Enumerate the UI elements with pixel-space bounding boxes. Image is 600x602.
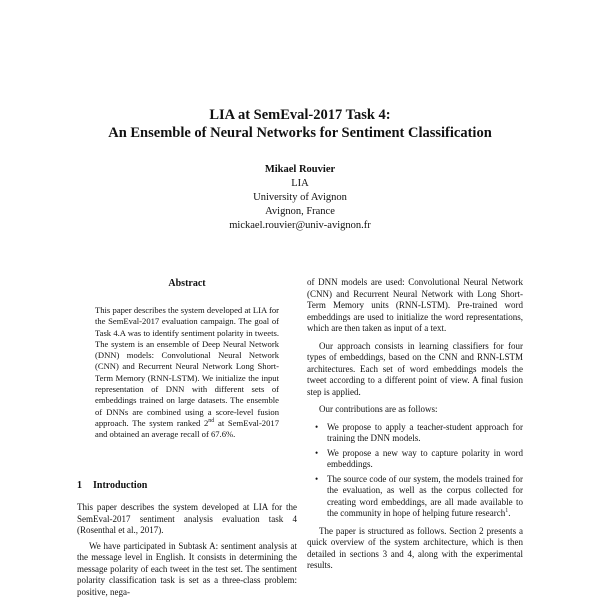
- author-block: [0, 163, 600, 233]
- section-number: 1: [77, 480, 82, 491]
- bullet-icon: •: [315, 447, 319, 458]
- author-affiliation: LIA: [291, 178, 309, 189]
- right-paragraph-1: of DNN models are used: Convolutional Neural Network (CNN) and Recurrent Neural Network with Long Short-Term Memory units (RNN-LSTM). Pre-trained word embeddings are used to initialize the word representations, which are then taken as input of a text.: [307, 277, 523, 333]
- right-column-body: [307, 277, 523, 578]
- abstract-heading: Abstract: [168, 278, 206, 289]
- introduction-paragraph-2: We have participated in Subtask A: sentiment analysis at the message level in English. It consists in determining the message polarity of each tweet in the test set. The sentiment polarity classification task is set as a three-class problem: positive, nega-: [77, 540, 297, 597]
- author-name: Mikael Rouvier: [264, 164, 336, 175]
- paper-title-line-1: LIA at SemEval-2017 Task 4:: [209, 107, 391, 123]
- author-institution: University of Avignon: [253, 192, 347, 203]
- introduction-body: [77, 502, 297, 602]
- section-heading-introduction: [77, 480, 147, 492]
- right-paragraph-2: Our approach consists in learning classifiers for four types of embeddings, based on the CNN and RNN-LSTM architectures. Each set of word embeddings models the tweet according to a different point of view. A final fusion step is applied.: [307, 340, 523, 397]
- author-location: Avignon, France: [265, 206, 335, 217]
- introduction-paragraph-1: This paper describes the system developed at LIA for the SemEval-2017 sentiment analysis evaluation task 4 (Rosenthal et al., 2017).: [77, 502, 297, 535]
- section-title: Introduction: [93, 480, 148, 491]
- list-item: • We propose a new way to capture polarity in word embeddings.: [315, 447, 523, 469]
- abstract-body: This paper describes the system developed at LIA for the SemEval-2017 evaluation campaign. The goal of Task 4.A was to identify sentiment polarity in tweets. The system is an ensemble of Deep Neural Network (DNN) models: Convolutional Neural Network (CNN) and Recurrent Neural Network Long Short-Term Memory (RNN-LSTM). We initialize the input representation of DNN with different sets of embeddings trained on large datasets. The ensemble of DNNs are combined using a score-level fusion approach. The system ranked 2: [95, 305, 279, 428]
- bullet-icon: •: [315, 421, 319, 432]
- right-paragraph-4: The paper is structured as follows. Section 2 presents a quick overview of the system architecture, which is then detailed in sections 3 and 4, along with the experimental results.: [307, 525, 523, 570]
- paper-title-line-2: An Ensemble of Neural Networks for Sentiment Classification: [108, 125, 492, 141]
- bullet-icon: •: [315, 473, 319, 484]
- contributions-list: [307, 422, 523, 520]
- abstract-text: [95, 305, 279, 441]
- rank-superscript: nd: [208, 418, 215, 425]
- list-item: • We propose to apply a teacher-student approach for training the DNN models.: [315, 421, 523, 443]
- list-item: • The source code of our system, the models trained for the evaluation, as well as the corpus collected for creating word embeddings, are all made available to the community in hope of helping future research$^1$.: [315, 473, 523, 518]
- footnote-mark[interactable]: 1: [505, 508, 509, 514]
- abstract-body-end: at SemEval-2017 and obtained an average recall of 67.6%.: [95, 417, 279, 440]
- author-email[interactable]: mickael.rouvier@univ-avignon.fr: [229, 220, 371, 231]
- right-paragraph-3: Our contributions are as follows:: [319, 404, 438, 414]
